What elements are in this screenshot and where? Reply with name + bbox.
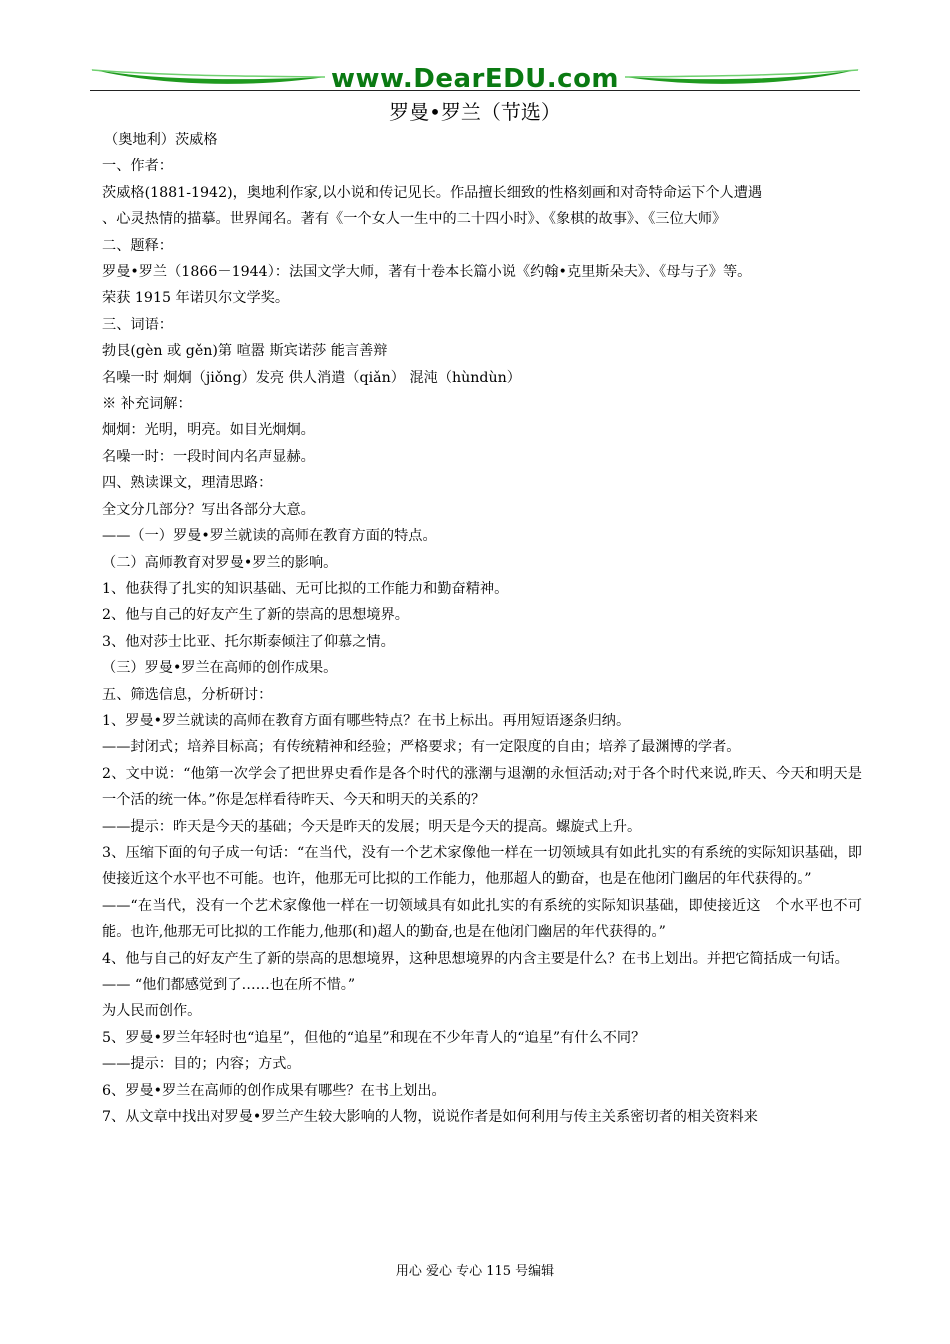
section-heading-title-note: 二、题释： — [102, 237, 173, 254]
text-paragraph: 2、文中说：“他第一次学会了把世界史看作是各个时代的涨潮与退潮的永恒活动;对于各个时代来说,昨天、今天和明天是一个活的统一体。”你是怎样看待昨天、今天和明天的关系的？ — [102, 765, 862, 809]
text-line: ——提示：昨天是今天的基础；今天是昨天的发展；明天是今天的提高。螺旋式上升。 — [102, 818, 642, 835]
page-title: 罗曼•罗兰（节选） — [389, 100, 561, 124]
text-line: 全文分几部分？写出各部分大意。 — [102, 501, 315, 518]
site-logo: www.DearEDU.com — [330, 64, 620, 94]
text-line: 3、他对莎士比亚、托尔斯泰倾注了仰慕之情。 — [102, 633, 395, 650]
text-line: 2、他与自己的好友产生了新的崇高的思想境界。 — [102, 607, 409, 624]
text-line: 罗曼•罗兰（1866－1944）：法国文学大师，著有十卷本长篇小说《约翰•克里斯朵夫》、《母与子》等。 — [102, 264, 752, 281]
section-heading-reading: 四、熟读课文，理清思路： — [102, 475, 273, 492]
section-heading-vocabulary: 三、词语： — [102, 316, 173, 333]
text-line: 名噪一时 炯炯（jiǒng）发亮 供人消遣（qiǎn） 混沌（hùndùn） — [102, 369, 521, 386]
header-rule — [90, 90, 860, 91]
text-line: 6、罗曼•罗兰在高师的创作成果有哪些？在书上划出。 — [102, 1082, 446, 1099]
text-paragraph: 4、他与自己的好友产生了新的崇高的思想境界，这种思想境界的内含主要是什么？在书上划出。并把它简括成一句话。 — [102, 950, 849, 967]
text-paragraph: 7、从文章中找出对罗曼•罗兰产生较大影响的人物，说说作者是如何利用与传主关系密切者的相关资料来 — [102, 1109, 758, 1126]
text-line: 名噪一时：一段时间内名声显赫。 — [102, 448, 315, 465]
text-line: ——提示：目的；内容；方式。 — [102, 1056, 301, 1073]
text-line: 、心灵热情的描摹。世界闻名。著有《一个女人一生中的二十四小时》、《象棋的故事》、《三位大师》 — [102, 211, 727, 228]
section-heading-analysis: 五、筛选信息，分析研讨： — [102, 686, 273, 703]
text-line: ——封闭式；培养目标高；有传统精神和经验；严格要求；有一定限度的自由；培养了最渊博的学者。 — [102, 739, 741, 756]
text-line: 1、他获得了扎实的知识基础、无可比拟的工作能力和勤奋精神。 — [102, 580, 509, 597]
text-paragraph: 3、压缩下面的句子成一句话：“在当代，没有一个艺术家像他一样在一切领域具有如此扎实的有系统的实际知识基础，即使接近这个水平也不可能。也许，他那无可比拟的工作能力，他那超人的勤奋，也是在他闭门幽居的年代获得的。” — [102, 844, 862, 888]
text-line: 荣获 1915 年诺贝尔文学奖。 — [102, 290, 290, 307]
text-line: ——（一）罗曼•罗兰就读的高师在教育方面的特点。 — [102, 528, 437, 545]
text-line: 5、罗曼•罗兰年轻时也“追星”，但他的“追星”和现在不少年青人的“追星”有什么不同？ — [102, 1029, 646, 1046]
page-footer: 用心 爱心 专心 115 号编辑 — [395, 1264, 555, 1279]
text-line: （二）高师教育对罗曼•罗兰的影响。 — [102, 554, 338, 571]
text-paragraph: ——“在当代，没有一个艺术家像他一样在一切领域具有如此扎实的有系统的实际知识基础，即使接近这 个水平也不可能。也许,他那无可比拟的工作能力,他那(和)超人的勤奋,也是在他闭门幽居的年代获得的。” — [102, 897, 862, 941]
section-heading-author: 一、作者： — [102, 158, 173, 175]
text-line: —— “他们都感觉到了……也在所不惜。” — [102, 977, 356, 993]
text-line: 炯炯：光明，明亮。如目光炯炯。 — [102, 422, 315, 439]
text-line: ※ 补充词解： — [102, 396, 192, 413]
text-line: 勃艮(gèn 或 gěn)第 喧嚣 斯宾诺莎 能言善辩 — [102, 343, 388, 360]
document-body — [90, 127, 862, 1130]
text-line: 为人民而创作。 — [102, 1003, 202, 1020]
text-line: 1、罗曼•罗兰就读的高师在教育方面有哪些特点？在书上标出。再用短语逐条归纳。 — [102, 712, 631, 729]
author-line: （奥地利）茨威格 — [104, 132, 218, 148]
text-line: （三）罗曼•罗兰在高师的创作成果。 — [102, 660, 338, 677]
text-line: 茨威格(1881-1942)，奥地利作家,以小说和传记见长。作品擅长细致的性格刻画和对奇特命运下个人遭遇 — [102, 184, 763, 201]
